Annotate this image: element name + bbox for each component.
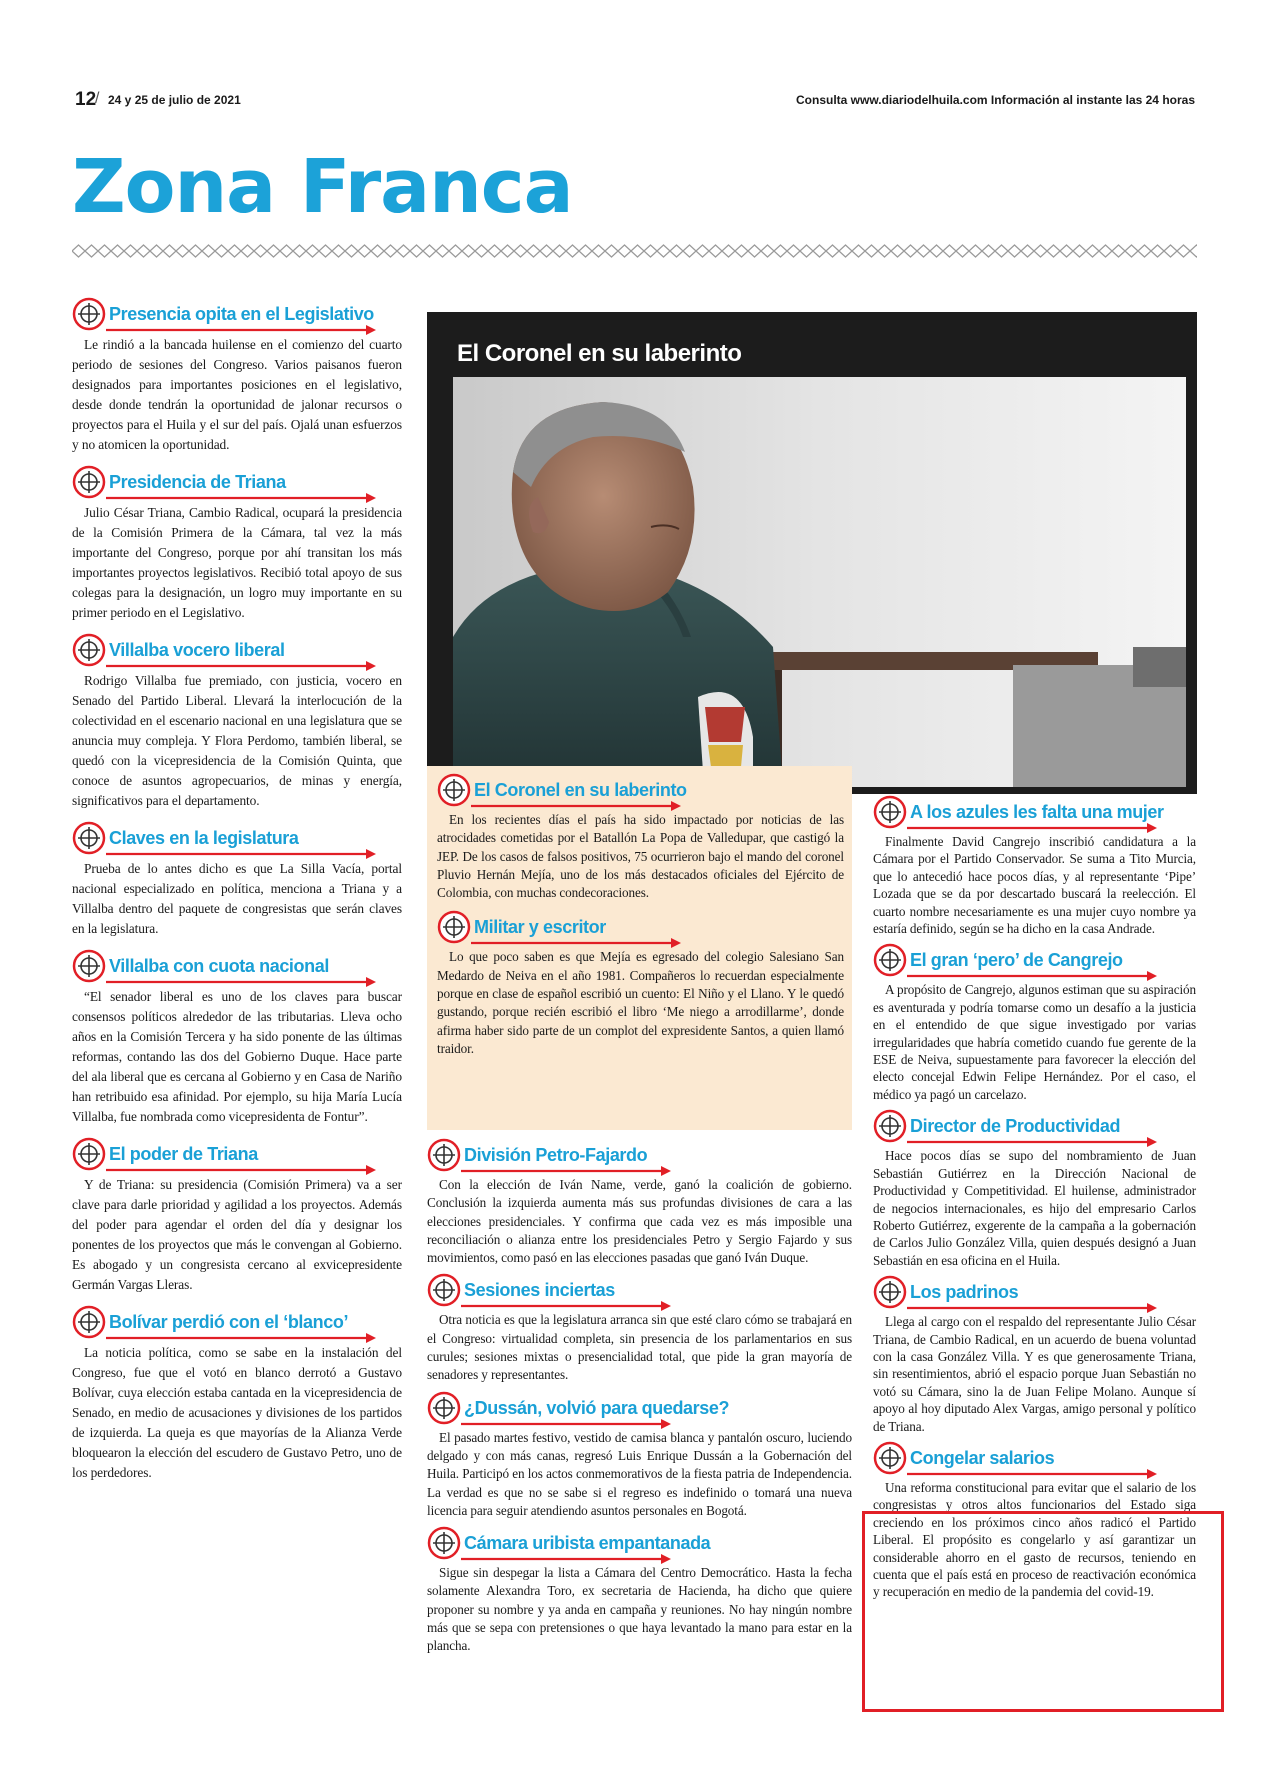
news-item-title: Los padrinos — [910, 1282, 1019, 1303]
crosshair-target-icon — [72, 821, 106, 855]
news-item — [72, 1305, 402, 1483]
red-arrow-icon — [106, 1333, 376, 1343]
highlighted-box-outline — [862, 1511, 1224, 1712]
feature-photo-block — [427, 312, 1197, 794]
news-item — [873, 943, 1196, 1103]
news-item-title: Militar y escritor — [474, 917, 606, 938]
colonel-photo-illustration — [453, 377, 1186, 787]
news-item-text: A propósito de Cangrejo, algunos estiman que su aspiración es aventurada y podría tomarse como un desafío a la justicia en el entendido de que sigue investigado por varias irregularidades que habría cometido cuando fue gerente de la ESE de Neiva, supuestamente para favorecer la elección del electo concejal Edwin Felipe Hernández. Por el caso, el médico ya pagó un carcelazo. — [873, 982, 1196, 1102]
news-item-title: Presencia opita en el Legislativo — [109, 304, 374, 324]
news-item-text: Sigue sin despegar la lista a Cámara del Centro Democrático. Hasta la fecha solamente Alexandra Toro, ex secretaria de Hacienda, ha dicho que quiere proponer su nombre y ya anda en campaña y reuniones. No hay ningún nombre más que se sepa con pretensiones o que haya levantado la mano para estar en la plancha. — [427, 1565, 852, 1654]
news-item-text: Con la elección de Iván Name, verde, ganó la coalición de gobierno. Conclusión la izquierda aumenta más sus profundas divisiones de cara a las elecciones presidenciales. Y confirma que cada vez es más imposible una reconciliación o alianza entre los presidenciales Petro y Sergio Fajardo y sus movimientos, como pasó en las elecciones pasadas que ganó Iván Duque. — [427, 1177, 852, 1266]
news-item-title: Congelar salarios — [910, 1447, 1055, 1468]
news-item-title: Presidencia de Triana — [109, 472, 286, 492]
news-item-header — [873, 943, 1196, 981]
news-item-header — [427, 1526, 852, 1564]
column-middle-bottom — [427, 1138, 852, 1662]
page-number-slash: / — [95, 90, 100, 107]
news-item-header — [437, 910, 844, 948]
beige-highlight-box — [427, 766, 852, 1130]
news-item-header — [72, 297, 402, 335]
news-item-title: Claves en la legislatura — [109, 828, 299, 848]
page-header — [75, 89, 1195, 112]
news-item-header — [72, 821, 402, 859]
crosshair-target-icon — [72, 633, 106, 667]
issue-date: 24 y 25 de julio de 2021 — [108, 93, 241, 107]
crosshair-target-icon — [437, 910, 471, 944]
news-item — [72, 465, 402, 623]
news-item-text: Y de Triana: su presidencia (Comisión Primera) va a ser clave para darle prioridad y agilidad a los proyectos. Además del poder para agendar el orden del día y designar los ponentes de los proyectos que más le convengan al Gobierno. Es abogado y un congresista cercano al exvicepresidente Germán Vargas Lleras. — [72, 1177, 402, 1292]
news-item-header — [72, 949, 402, 987]
news-item-header — [72, 1305, 402, 1343]
red-arrow-icon — [106, 493, 376, 503]
colonel-photo — [453, 377, 1186, 787]
red-arrow-icon — [471, 801, 681, 811]
news-item — [437, 773, 844, 902]
news-item-text: Lo que poco saben es que Mejía es egresado del colegio Salesiano San Medardo de Neiva en el año 1981. Compañeros lo recuerdan especialmente porque en clase de español escribió un cuento: El Niño y el Llano. Y le quedó gustando, porque recién escribió el libro ‘Me niego a arrodillarme’, donde afirma haber sido parte de un complot del expresidente Santos, a quien llamó traidor. — [437, 949, 844, 1056]
red-arrow-icon — [106, 849, 376, 859]
crosshair-target-icon — [873, 943, 907, 977]
news-item-text: Rodrigo Villalba fue premiado, con justicia, vocero en Senado del Partido Liberal. Llevará la interlocución de la colectividad en el escenario nacional en una legislatura que se anuncia muy compleja. Y Flora Perdomo, también liberal, se quedó con la vicepresidencia de la Comisión Quinta, que conoce de asuntos agropecuarios, de minas y energía, significativos para el departamento. — [72, 673, 402, 808]
news-item-title: El poder de Triana — [109, 1144, 258, 1164]
news-item-text: Hace pocos días se supo del nombramiento de Juan Sebastián Gutiérrez en la Dirección Nacional de Productividad y Competitividad. El huilense, administrador de negocios internacionales, es hijo del empresario Carlos Roberto Gutiérrez, exgerente de la campaña a la gobernación de Carlos Julio González Villa, quien después designó a Juan Sebastián en esa oficina en el Huila. — [873, 1148, 1196, 1268]
news-item-text: Llega al cargo con el respaldo del representante Julio César Triana, de Cambio Radical, en un acuerdo de buena voluntad con la casa González Villa. Y es que generosamente Triana, sin resentimientos, abrió el espacio porque Juan Sebastián no votó su Cámara, sino la de Juan Felipe Molano. Aunque sí apoyo al hoy diputado Alex Vargas, amigo personal y político de Triana. — [873, 1314, 1196, 1434]
crosshair-target-icon — [873, 1441, 907, 1475]
news-item-text: Julio César Triana, Cambio Radical, ocupará la presidencia de la Comisión Primera de la Cámara, tal vez la más importante del Congreso, porque por ahí transitan los más importantes proyectos legislativos. Recibió total apoyo de sus colegas para la designación, un logro muy importante en su primer periodo en el Legislativo. — [72, 505, 402, 620]
red-arrow-icon — [106, 661, 376, 671]
news-item-title: Villalba vocero liberal — [109, 640, 285, 660]
crosshair-target-icon — [873, 1109, 907, 1143]
news-item — [873, 795, 1196, 937]
news-item-text: Prueba de lo antes dicho es que La Silla Vacía, portal nacional especializado en política, menciona a Triana y a Villalba dentro del paquete de congresistas que serán claves en la legislatura. — [72, 861, 402, 936]
news-item-header — [873, 1441, 1196, 1479]
news-item-title: Villalba con cuota nacional — [109, 956, 329, 976]
decorative-divider — [72, 244, 1197, 258]
red-arrow-icon — [471, 938, 681, 948]
news-item-title: División Petro-Fajardo — [464, 1145, 648, 1165]
column-right — [873, 795, 1196, 1607]
news-item-header — [873, 795, 1196, 833]
news-item-header — [427, 1391, 852, 1429]
crosshair-target-icon — [72, 465, 106, 499]
column-left — [72, 297, 402, 1493]
crosshair-target-icon — [72, 1137, 106, 1171]
red-arrow-icon — [461, 1419, 671, 1429]
red-arrow-icon — [907, 1469, 1157, 1479]
news-item — [427, 1526, 852, 1655]
red-arrow-icon — [106, 1165, 376, 1175]
news-item-text: El pasado martes festivo, vestido de camisa blanca y pantalón oscuro, luciendo delgado y con más canas, regresó Luis Enrique Dussán a la Gobernación del Huila. Participó en los actos conmemorativos de la fiesta patria de Independencia. La verdad es que no se sabe si el regreso es indefinido o tomará una nueva licencia para seguir atendiendo asuntos personales en Bogotá. — [427, 1429, 852, 1518]
red-arrow-icon — [106, 325, 376, 335]
website-line: Consulta www.diariodelhuila.com Información al instante las 24 horas — [796, 93, 1195, 107]
news-item-text: En los recientes días el país ha sido impactado por noticias de las atrocidades cometidas por el Batallón La Popa de Valledupar, que castigó la JEP. De los casos de falsos positivos, 75 ocurrieron bajo el mando del coronel Pluvio Hernán Mejía, uno de los más destacados oficiales del Ejército de Colombia, con muchas condecoraciones. — [437, 812, 844, 901]
news-item-text: Le rindió a la bancada huilense en el comienzo del cuarto periodo de sesiones del Congreso. Varios paisanos fueron designados para importantes posiciones en el legislativo, desde donde tendrán la oportunidad de jalonar recursos o proyectos para el Huila y el sur del país. Ojalá unan esfuerzos y no atomicen la oportunidad. — [72, 337, 402, 452]
news-item-title: El gran ‘pero’ de Cangrejo — [910, 950, 1123, 971]
page-number: 12 — [75, 89, 97, 110]
red-arrow-icon — [461, 1554, 671, 1564]
news-item — [437, 910, 844, 1058]
red-arrow-icon — [461, 1166, 671, 1176]
feature-title: El Coronel en su laberinto — [457, 340, 742, 367]
news-item-text: “El senador liberal es uno de los claves para buscar consensos políticos alrededor de las tributarias. Lleva ocho años en la Comisión Tercera y ha sido ponente de las últimas reformas, contando las dos del Gobierno Duque. Hace parte del ala liberal que es cercana al Gobierno y en Casa de Nariño han retribuido esa afinidad. Por ejemplo, su hija María Lucía Villalba, fue nombrada como vicepresidenta de Fontur”. — [72, 989, 402, 1124]
crosshair-target-icon — [437, 773, 471, 807]
news-item-title: Cámara uribista empantanada — [464, 1533, 711, 1554]
news-item — [72, 633, 402, 811]
news-item-title: A los azules les falta una mujer — [910, 802, 1164, 822]
news-item-header — [72, 1137, 402, 1175]
news-item — [873, 1275, 1196, 1435]
section-title: Zona Franca — [72, 144, 573, 230]
news-item-text: Finalmente David Cangrejo inscribió candidatura a la Cámara por el Partido Conservador. Se suma a Tito Murcia, que lo antecedió hace pocos días, y al representante ‘Pipe’ Lozada que se da por descartado buscará la reelección. El cuarto nombre necesariamente es una mujer cuyo nombre ya estaría definido, según se ha dicho en la casa Andrade. — [873, 834, 1196, 937]
news-item-header — [427, 1273, 852, 1311]
crosshair-target-icon — [873, 1275, 907, 1309]
red-arrow-icon — [106, 977, 376, 987]
news-item-text: Otra noticia es que la legislatura arranca sin que esté claro cómo se trabajará en el Congreso: virtualidad completa, sin presencia de los parlamentarios en sus curules; sesiones mixtas o presencialidad total, que pide la gran mayoría de senadores y representantes. — [427, 1312, 852, 1383]
crosshair-target-icon — [427, 1526, 461, 1560]
red-arrow-icon — [907, 1303, 1157, 1313]
news-item — [72, 949, 402, 1127]
news-item — [427, 1138, 852, 1267]
column-middle-top — [427, 773, 852, 1066]
news-item-header — [873, 1275, 1196, 1313]
news-item-header — [427, 1138, 852, 1176]
news-item-title: Director de Productividad — [910, 1116, 1121, 1137]
news-item-title: Sesiones inciertas — [464, 1280, 615, 1301]
crosshair-target-icon — [427, 1391, 461, 1425]
news-item — [873, 1109, 1196, 1269]
crosshair-target-icon — [72, 949, 106, 983]
crosshair-target-icon — [72, 297, 106, 331]
news-item — [427, 1273, 852, 1384]
crosshair-target-icon — [427, 1273, 461, 1307]
red-arrow-icon — [461, 1301, 671, 1311]
red-arrow-icon — [907, 1137, 1157, 1147]
news-item-header — [437, 773, 844, 811]
crosshair-target-icon — [873, 795, 907, 829]
news-item — [72, 1137, 402, 1295]
news-item-header — [72, 633, 402, 671]
news-item-title: El Coronel en su laberinto — [474, 780, 687, 800]
news-item — [427, 1391, 852, 1520]
news-item-text: Una reforma constitucional para evitar que el salario de los congresistas y otros altos funcionarios del Estado siga creciendo en los próximos cinco años radicó el Partido Liberal. El propósito es congelarlo y así garantizar un considerable ahorro en el gasto de recursos, teniendo en cuenta que el país está en proceso de reactivación económica y recuperación en medio de la pandemia del covid-19. — [873, 1479, 1196, 1600]
news-item — [72, 297, 402, 455]
red-arrow-icon — [907, 823, 1157, 833]
red-arrow-icon — [907, 971, 1157, 981]
news-item-title: Bolívar perdió con el ‘blanco’ — [109, 1312, 349, 1332]
news-item-text: La noticia política, como se sabe en la instalación del Congreso, fue que el votó en blanco derrotó a Gustavo Bolívar, cuya elección estaba cantada en la vicepresidencia de Senado, en medio de acusaciones y divisiones de los partidos de izquierda. La queja es que mayorías de la Alianza Verde bloquearon la elección del escudero de Gustavo Petro, uno de los perdedores. — [72, 1345, 402, 1480]
crosshair-target-icon — [427, 1138, 461, 1172]
news-item-header — [72, 465, 402, 503]
news-item-header — [873, 1109, 1196, 1147]
news-item-title: ¿Dussán, volvió para quedarse? — [464, 1397, 730, 1418]
crosshair-target-icon — [72, 1305, 106, 1339]
news-item — [72, 821, 402, 939]
